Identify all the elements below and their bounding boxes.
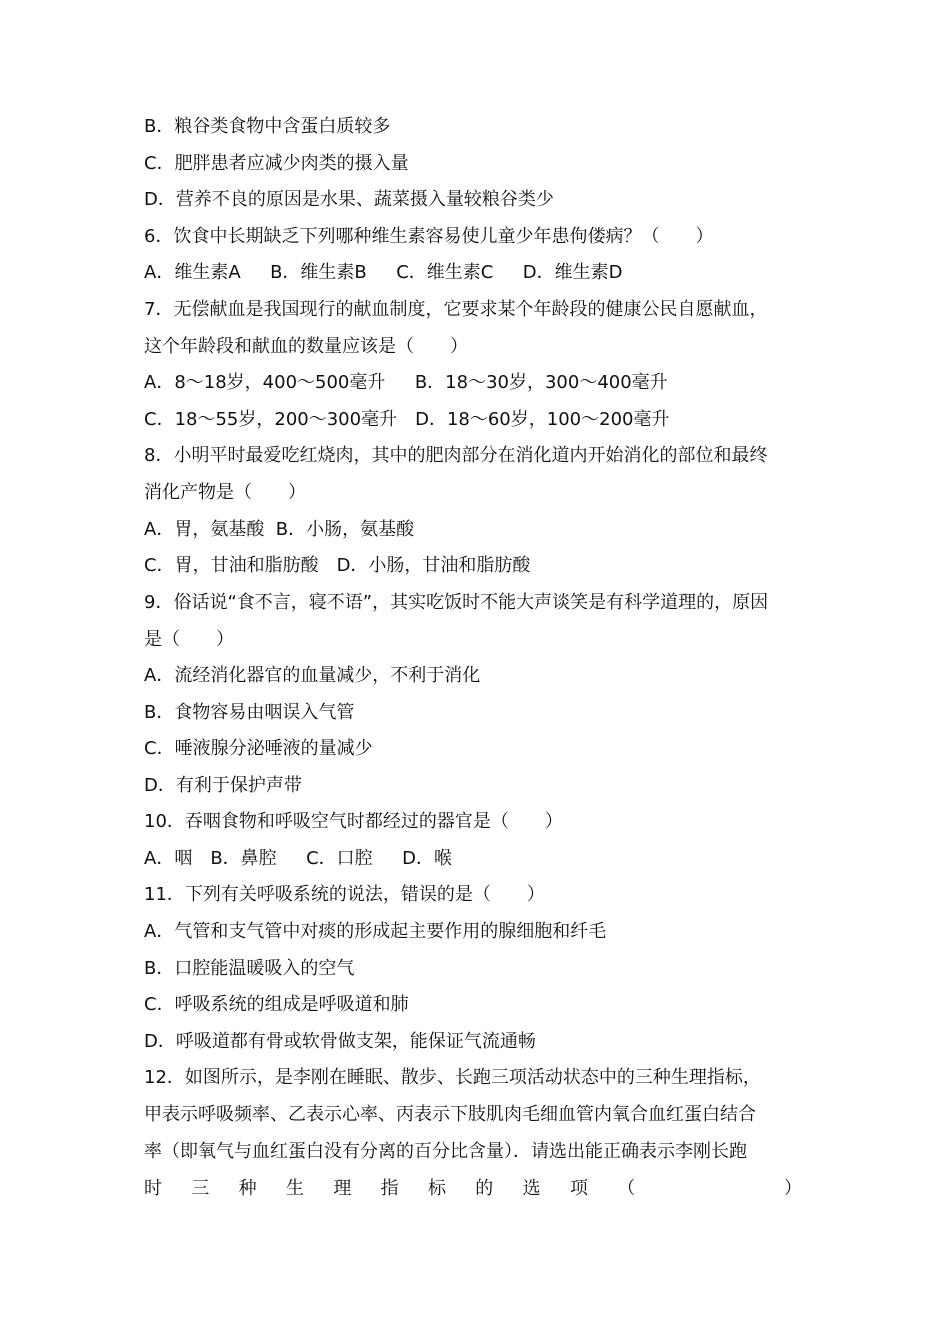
question-9: 9．俗话说“食不言，寝不语”，其实吃饭时不能大声谈笑是有科学道理的，原因 [144,592,769,613]
char: 时 [144,1178,162,1199]
option-11-d: D．呼吸道都有骨或软骨做支架，能保证气流通畅 [144,1031,536,1052]
option-9-a: A．流经消化器官的血量减少，不利于消化 [144,665,481,686]
char: 选 [522,1178,541,1199]
options-7-cd: C．18～55岁，200～300毫升 D．18～60岁，100～200毫升 [144,409,670,430]
char: 标 [427,1178,446,1199]
question-12: 12．如图所示，是李刚在睡眠、散步、长跑三项活动状态中的三种生理指标， [144,1067,761,1088]
option-9-c: C．唾液腺分泌唾液的量减少 [144,738,373,759]
question-10: 10．吞咽食物和呼吸空气时都经过的器官是（ ） [144,811,563,832]
question-8: 8．小明平时最爱吃红烧肉，其中的肥肉部分在消化道内开始消化的部位和最终 [144,445,768,466]
char: 指 [380,1178,399,1199]
char: 生 [285,1178,304,1199]
question-9-cont: 是（ ） [144,629,234,650]
option-line: B．粮谷类食物中含蛋白质较多 [144,116,391,137]
option-9-b: B．食物容易由咽误入气管 [144,702,355,723]
char: 三 [191,1178,210,1199]
char: 的 [475,1178,494,1199]
options-7-ab: A．8～18岁，400～500毫升 B．18～30岁，300～400毫升 [144,372,668,393]
option-9-d: D．有利于保护声带 [144,775,302,796]
question-12-cont: 率（即氧气与血红蛋白没有分离的百分比含量）．请选出能正确表示李刚长跑 [144,1141,747,1162]
question-7-cont: 这个年龄段和献血的数量应该是（ ） [144,336,468,357]
options-6: A．维生素A B．维生素B C．维生素C D．维生素D [144,262,623,283]
answer-bracket-close: ） [783,1178,802,1199]
question-6: 6．饮食中长期缺乏下列哪种维生素容易使儿童少年患佝偻病？（ ） [144,226,714,247]
option-11-a: A．气管和支气管中对痰的形成起主要作用的腺细胞和纤毛 [144,921,607,942]
option-line: C．肥胖患者应减少肉类的摄入量 [144,153,409,174]
answer-blank [665,1177,755,1201]
question-11: 11．下列有关呼吸系统的说法，错误的是（ ） [144,884,545,905]
char: 项 [569,1178,588,1199]
answer-bracket-open: （ [617,1178,636,1199]
option-11-c: C．呼吸系统的组成是呼吸道和肺 [144,994,409,1015]
options-8-cd: C．胃，甘油和脂肪酸 D．小肠，甘油和脂肪酸 [144,555,531,576]
char: 理 [333,1178,352,1199]
option-11-b: B．口腔能温暖吸入的空气 [144,958,355,979]
options-8-ab: A．胃，氨基酸 B．小肠，氨基酸 [144,519,415,540]
options-10: A．咽 B．鼻腔 C．口腔 D．喉 [144,848,452,869]
question-12-cont: 甲表示呼吸频率、乙表示心率、丙表示下肢肌肉毛细血管内氧合血红蛋白结合 [144,1104,756,1125]
char: 种 [238,1178,257,1199]
question-12-last-line [144,1177,802,1201]
option-line: D．营养不良的原因是水果、蔬菜摄入量较粮谷类少 [144,189,554,210]
question-8-cont: 消化产物是（ ） [144,482,306,503]
question-7: 7．无偿献血是我国现行的献血制度，它要求某个年龄段的健康公民自愿献血， [144,299,768,320]
